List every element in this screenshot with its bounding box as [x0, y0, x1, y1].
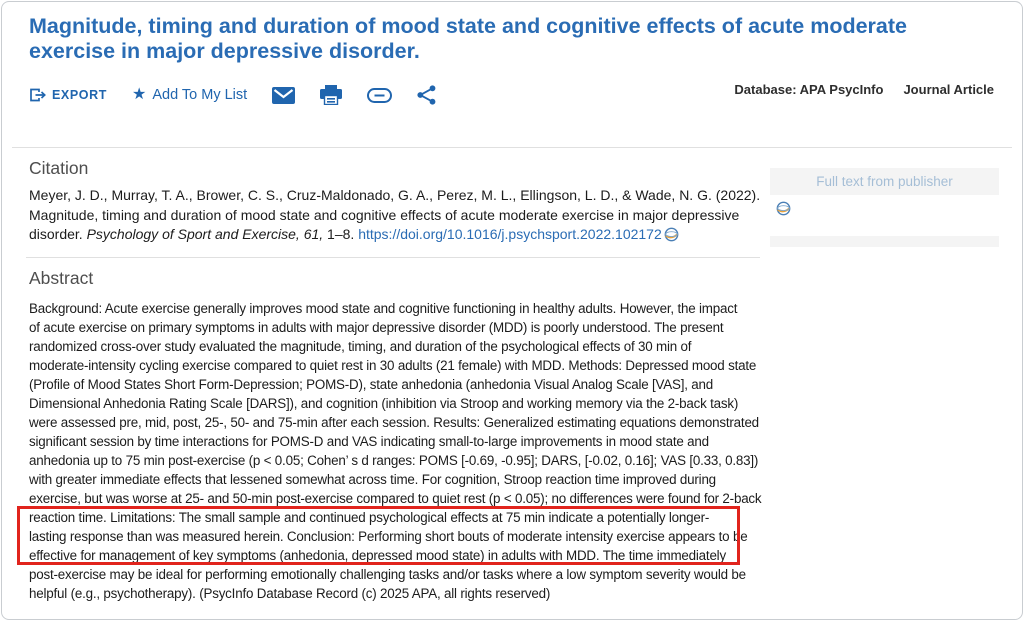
full-text-finder-icon[interactable] [664, 227, 679, 248]
record-toolbar [29, 82, 436, 108]
share-button[interactable] [417, 85, 436, 105]
document-type-label: Journal Article [903, 82, 994, 97]
email-icon [272, 87, 295, 104]
abstract-line: Background: Acute exercise generally improves mood state and cognitive functioning in healthy adults. However, the impact [29, 301, 738, 316]
annotation-highlight-box [29, 508, 766, 565]
share-icon [417, 85, 436, 105]
citation-pages: 1–8. [323, 226, 359, 242]
abstract-line: with greater immediate effects that lessened somewhat across time. For cognition, Stroop reaction time improved during [29, 472, 716, 487]
abstract-line: of acute exercise on primary symptoms in adults with major depressive disorder (MDD) is poorly understood. The present [29, 320, 724, 335]
abstract-line: randomized cross-over study evaluated the magnitude, timing, and duration of the psychological effects of 30 min of [29, 339, 692, 354]
print-button[interactable] [320, 85, 342, 105]
abstract-line: (Profile of Mood States Short Form-Depression; POMS-D), state anhedonia (anhedonia Visual Analog Scale [VAS], and [29, 377, 714, 392]
doi-link[interactable]: https://doi.org/10.1016/j.psychsport.2022.102172 [358, 226, 662, 242]
citation-journal: Psychology of Sport and Exercise, 61, [86, 226, 324, 242]
panel-footer-bar [770, 236, 999, 247]
abstract-line: significant session by time interactions for POMS-D and VAS indicating small-to-large improvements in mood state and [29, 434, 709, 449]
permalink-button[interactable] [367, 88, 392, 103]
full-text-panel [770, 168, 999, 247]
permalink-icon [367, 88, 392, 103]
star-icon: ★ [132, 86, 147, 103]
abstract-line: reaction time. Limitations: The small sample and continued psychological effects at 75 min indicate a potentially longer- [29, 510, 710, 525]
export-icon [29, 87, 46, 103]
record-meta [734, 82, 994, 97]
abstract-heading: Abstract [29, 268, 94, 288]
abstract-line: were assessed pre, mid, post, 25-, 50- and 75-min after each session. Results: Generalized estimating equations demonstrated [29, 415, 759, 430]
citation-heading: Citation [29, 158, 89, 178]
abstract-text [29, 299, 766, 603]
abstract-line: exercise, but was worse at 25- and 50-min post-exercise compared to quiet rest (p < 0.05); no differences were found for 2-back [29, 491, 762, 506]
abstract-line: post-exercise may be ideal for performing emotionally challenging tasks and/or tasks where a low symptom severity would be [29, 567, 746, 582]
citation-text [29, 186, 767, 248]
add-to-my-list-button[interactable] [132, 87, 247, 103]
full-text-from-publisher-link[interactable]: Full text from publisher [770, 168, 999, 195]
abstract-line: lasting response than was measured herein. Conclusion: Performing short bouts of moderate intensity exercise appears to be [29, 529, 748, 544]
export-label: EXPORT [52, 88, 107, 102]
divider-top [12, 147, 1012, 148]
record-page [1, 1, 1023, 620]
abstract-line: helpful (e.g., psychotherapy). (PsycInfo Database Record (c) 2025 APA, all rights reserved) [29, 586, 551, 601]
full-text-panel-body [770, 195, 999, 236]
database-label: Database: APA PsycInfo [734, 82, 884, 97]
export-button[interactable] [29, 87, 107, 103]
article-title: Magnitude, timing and duration of mood state and cognitive effects of acute moderate exercise in major depressive disorder. [29, 14, 907, 63]
divider-abstract [26, 257, 760, 258]
abstract-line: anhedonia up to 75 min post-exercise (p < 0.05; Cohen’ s d ranges: POMS [-0.69, -0.95]; DARS, [-0.02, 0.16]; VAS [0.33, 0.83]) [29, 453, 759, 468]
publisher-link-icon[interactable] [776, 201, 791, 221]
add-to-my-list-label: Add To My List [152, 87, 248, 103]
abstract-line: effective for management of key symptoms (anhedonia, depressed mood state) in adults with MDD. The time immediately [29, 548, 726, 563]
email-button[interactable] [272, 87, 295, 104]
citation-authors-title: Meyer, J. D., Murray, T. A., Brower, C. S., Cruz-Maldonado, G. A., Perez, M. L., Ellingson, L. D., & Wade, N. G. (2022). Magnitude, timing and duration of mood state and cognitive effects of acute moderate exercise in major depressive disorder. [29, 187, 761, 242]
abstract-line: moderate-intensity cycling exercise compared to quiet rest in 30 adults (21 female) with MDD. Methods: Depressed mood state [29, 358, 757, 373]
print-icon [320, 85, 342, 105]
abstract-line: Dimensional Anhedonia Rating Scale [DARS]), and cognition (inhibition via Stroop and working memory via the 2-back task) [29, 396, 739, 411]
